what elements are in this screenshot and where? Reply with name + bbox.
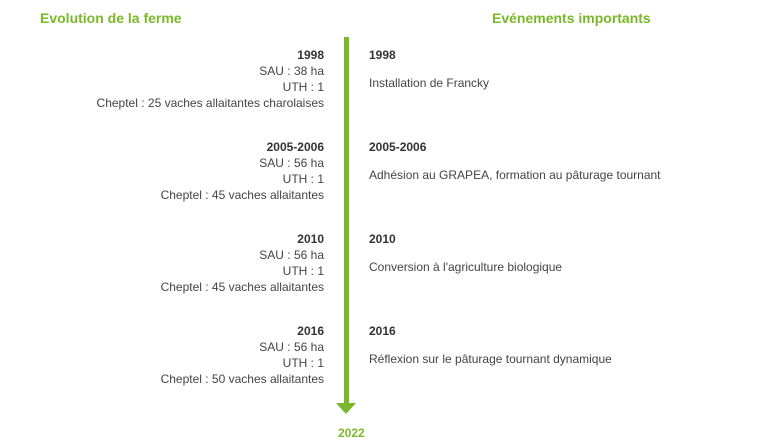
farm-entry-cheptel: Cheptel : 45 vaches allaitantes bbox=[160, 188, 324, 202]
event-entry-year: 2016 bbox=[369, 324, 396, 338]
farm-entry-uth: UTH : 1 bbox=[282, 80, 324, 94]
farm-entry-year: 2005-2006 bbox=[266, 140, 324, 154]
farm-entry-uth: UTH : 1 bbox=[282, 356, 324, 370]
event-entry-description: Réflexion sur le pâturage tournant dynamique bbox=[369, 352, 612, 366]
event-entry bbox=[369, 139, 749, 183]
farm-entry-year: 2016 bbox=[297, 324, 324, 338]
farm-entry-year: 1998 bbox=[297, 48, 324, 62]
event-entry-description: Conversion à l'agriculture biologique bbox=[369, 260, 563, 274]
important-events-heading: Evénements importants bbox=[492, 10, 651, 26]
event-entry bbox=[369, 47, 749, 91]
timeline-line bbox=[344, 37, 349, 403]
timeline-end-year: 2022 bbox=[338, 426, 365, 440]
farm-entry-uth: UTH : 1 bbox=[282, 264, 324, 278]
event-entry-description: Adhésion au GRAPEA, formation au pâturage tournant bbox=[369, 168, 661, 182]
farm-entry-sau: SAU : 38 ha bbox=[259, 64, 324, 78]
event-entry bbox=[369, 323, 749, 367]
farm-entry-sau: SAU : 56 ha bbox=[259, 340, 324, 354]
event-entry-description: Installation de Francky bbox=[369, 76, 490, 90]
farm-entry bbox=[4, 231, 324, 295]
farm-entry bbox=[4, 323, 324, 387]
farm-entry-cheptel: Cheptel : 45 vaches allaitantes bbox=[160, 280, 324, 294]
event-entry bbox=[369, 231, 749, 275]
event-entry-year: 1998 bbox=[369, 48, 396, 62]
farm-entry-cheptel: Cheptel : 25 vaches allaitantes charolaises bbox=[96, 96, 324, 110]
farm-evolution-heading: Evolution de la ferme bbox=[40, 10, 182, 26]
farm-entry-uth: UTH : 1 bbox=[282, 172, 324, 186]
event-entry-year: 2010 bbox=[369, 232, 396, 246]
farm-entry bbox=[4, 139, 324, 203]
timeline-arrow-icon bbox=[336, 403, 356, 414]
farm-entry-sau: SAU : 56 ha bbox=[259, 248, 324, 262]
farm-entry bbox=[4, 47, 324, 111]
farm-entry-year: 2010 bbox=[297, 232, 324, 246]
farm-entry-sau: SAU : 56 ha bbox=[259, 156, 324, 170]
farm-entry-cheptel: Cheptel : 50 vaches allaitantes bbox=[160, 372, 324, 386]
event-entry-year: 2005-2006 bbox=[369, 140, 427, 154]
